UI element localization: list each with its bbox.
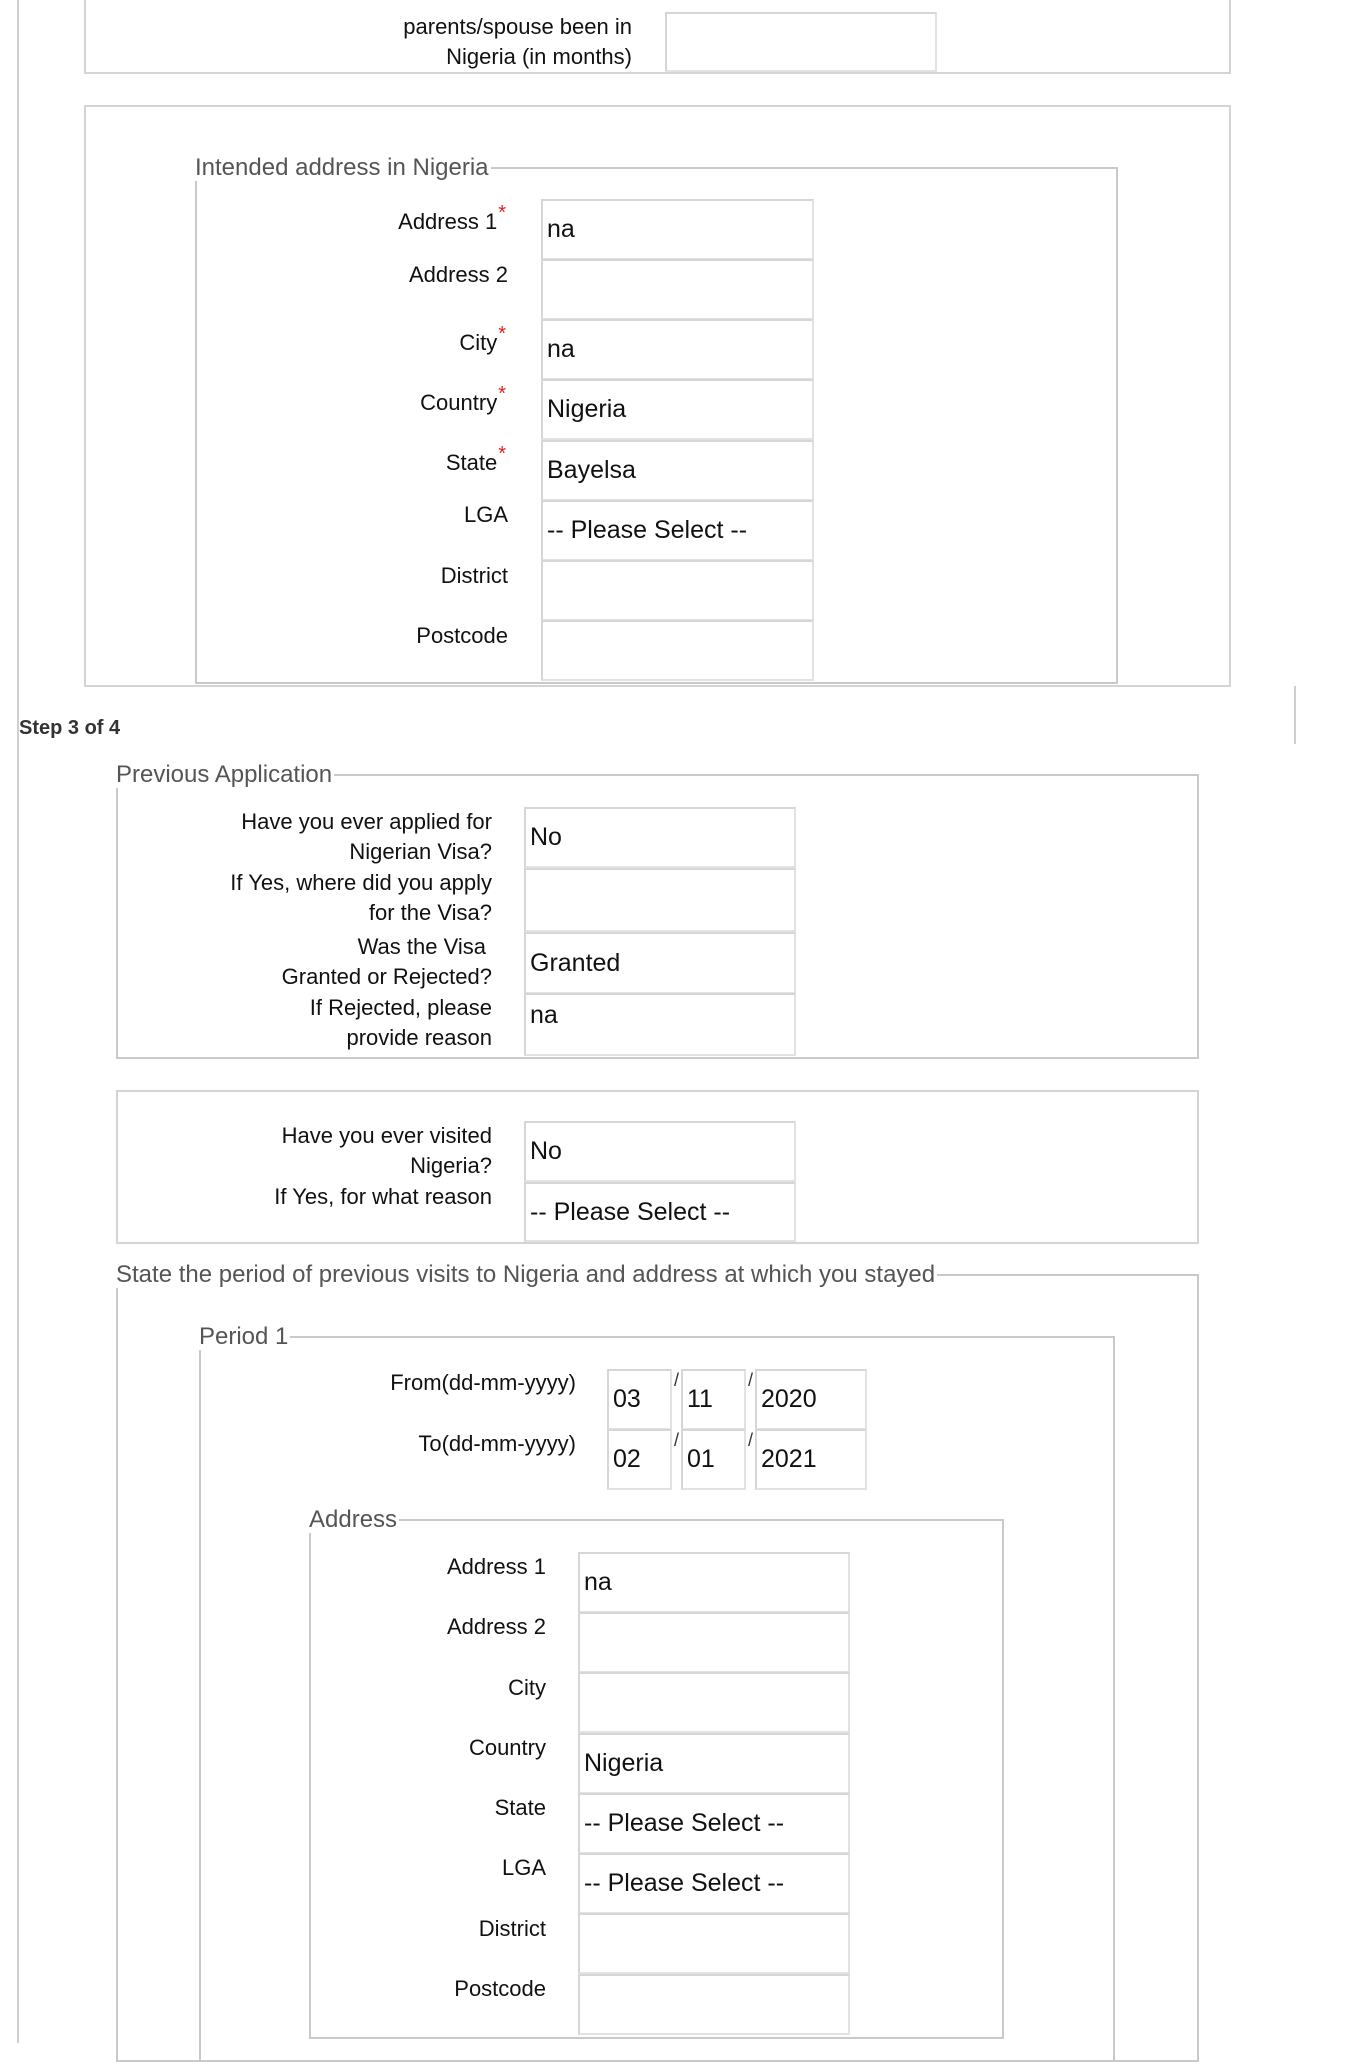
va-address1-input[interactable]: na xyxy=(578,1552,850,1613)
to-day-input[interactable]: 02 xyxy=(607,1429,672,1490)
va-city-label: City xyxy=(508,1675,546,1700)
page-left-border xyxy=(17,0,19,2043)
previous-visits-legend: State the period of previous visits to Nigeria and address at which you stayed xyxy=(116,1261,936,1288)
where-applied-label-line1: If Yes, where did you apply xyxy=(230,870,492,895)
va-postcode-input[interactable] xyxy=(578,1974,850,2035)
step-indicator: Step 3 of 4 xyxy=(19,717,121,739)
page-right-edge xyxy=(1294,686,1296,744)
rejection-reason-label-line1: If Rejected, please xyxy=(309,995,492,1020)
ia-state-label xyxy=(300,443,506,479)
months-label-line2: Nigeria (in months) xyxy=(446,44,632,69)
va-lga-select[interactable]: -- Please Select -- xyxy=(578,1853,850,1914)
ia-city-input[interactable]: na xyxy=(541,319,814,380)
visited-nigeria-label xyxy=(180,1121,492,1181)
from-date-label: From(dd-mm-yyyy) xyxy=(390,1370,576,1395)
top-section-box xyxy=(84,0,1231,74)
to-date-label: To(dd-mm-yyyy) xyxy=(418,1431,576,1456)
months-label-line1: parents/spouse been in xyxy=(403,14,632,39)
from-day-input[interactable]: 03 xyxy=(607,1369,672,1430)
required-marker: * xyxy=(498,383,506,405)
va-city-input[interactable] xyxy=(578,1672,850,1733)
ia-lga-label: LGA xyxy=(463,502,508,527)
visited-nigeria-label-line1: Have you ever visited xyxy=(281,1123,492,1148)
va-address2-input[interactable] xyxy=(578,1612,850,1673)
ia-postcode-label: Postcode xyxy=(416,623,508,648)
months-in-nigeria-input[interactable] xyxy=(665,12,937,72)
va-country-select[interactable]: Nigeria xyxy=(578,1733,850,1794)
ia-address1-label xyxy=(300,202,506,238)
ia-country-select[interactable]: Nigeria xyxy=(541,379,814,440)
visit-reason-label: If Yes, for what reason xyxy=(274,1184,492,1209)
ia-address1-input[interactable]: na xyxy=(541,199,814,260)
rejection-reason-textarea[interactable]: na xyxy=(524,993,796,1056)
ia-country-label xyxy=(300,383,506,419)
visa-outcome-label-line2: Granted or Rejected? xyxy=(281,964,492,989)
visited-nigeria-label-line2: Nigeria? xyxy=(410,1153,492,1178)
from-year-input[interactable]: 2020 xyxy=(755,1369,867,1430)
va-address1-label: Address 1 xyxy=(446,1554,546,1579)
va-state-label: State xyxy=(494,1795,546,1820)
where-applied-label-line2: for the Visa? xyxy=(368,900,492,925)
where-applied-label xyxy=(180,868,492,928)
required-marker: * xyxy=(498,202,506,224)
date-separator: / xyxy=(748,1430,754,1450)
visa-outcome-select[interactable]: Granted xyxy=(524,932,796,994)
ia-city-label xyxy=(300,323,506,359)
ia-address2-input[interactable] xyxy=(541,259,814,320)
applied-visa-label xyxy=(180,807,492,867)
ia-district-input[interactable] xyxy=(541,560,814,621)
months-in-nigeria-label xyxy=(300,12,632,72)
required-marker: * xyxy=(498,443,506,465)
to-month-input[interactable]: 01 xyxy=(681,1429,746,1490)
ia-state-select[interactable]: Bayelsa xyxy=(541,440,814,501)
visa-outcome-label xyxy=(180,932,492,992)
date-separator: / xyxy=(674,1370,680,1390)
where-applied-textarea[interactable] xyxy=(524,868,796,932)
ia-address1-label-text: Address 1 xyxy=(398,209,498,234)
ia-address2-label: Address 2 xyxy=(408,262,508,287)
rejection-reason-label-line2: provide reason xyxy=(346,1025,492,1050)
visit-address-legend: Address xyxy=(309,1506,398,1533)
va-postcode-label: Postcode xyxy=(454,1976,546,2001)
ia-city-label-text: City xyxy=(459,330,498,355)
applied-visa-label-line1: Have you ever applied for xyxy=(241,809,492,834)
rejection-reason-label xyxy=(180,993,492,1053)
va-lga-label: LGA xyxy=(501,1855,546,1880)
applied-visa-select[interactable]: No xyxy=(524,807,796,868)
ia-lga-select[interactable]: -- Please Select -- xyxy=(541,500,814,561)
ia-state-label-text: State xyxy=(445,450,498,475)
visit-reason-select[interactable]: -- Please Select -- xyxy=(524,1182,796,1242)
ia-country-label-text: Country xyxy=(420,390,498,415)
ia-postcode-input[interactable] xyxy=(541,620,814,681)
previous-application-legend: Previous Application xyxy=(116,761,333,788)
date-separator: / xyxy=(674,1430,680,1450)
va-address2-label: Address 2 xyxy=(446,1614,546,1639)
ia-district-label: District xyxy=(440,563,508,588)
applied-visa-label-line2: Nigerian Visa? xyxy=(349,839,492,864)
date-separator: / xyxy=(748,1370,754,1390)
required-marker: * xyxy=(498,323,506,345)
va-country-label: Country xyxy=(468,1735,546,1760)
va-state-select[interactable]: -- Please Select -- xyxy=(578,1793,850,1854)
visa-outcome-label-line1: Was the Visa xyxy=(357,934,486,959)
va-district-label: District xyxy=(478,1916,546,1941)
to-year-input[interactable]: 2021 xyxy=(755,1429,867,1490)
visited-nigeria-select[interactable]: No xyxy=(524,1121,796,1182)
period1-legend: Period 1 xyxy=(199,1323,289,1350)
from-month-input[interactable]: 11 xyxy=(681,1369,746,1430)
intended-address-legend: Intended address in Nigeria xyxy=(195,154,489,181)
va-district-input[interactable] xyxy=(578,1913,850,1974)
